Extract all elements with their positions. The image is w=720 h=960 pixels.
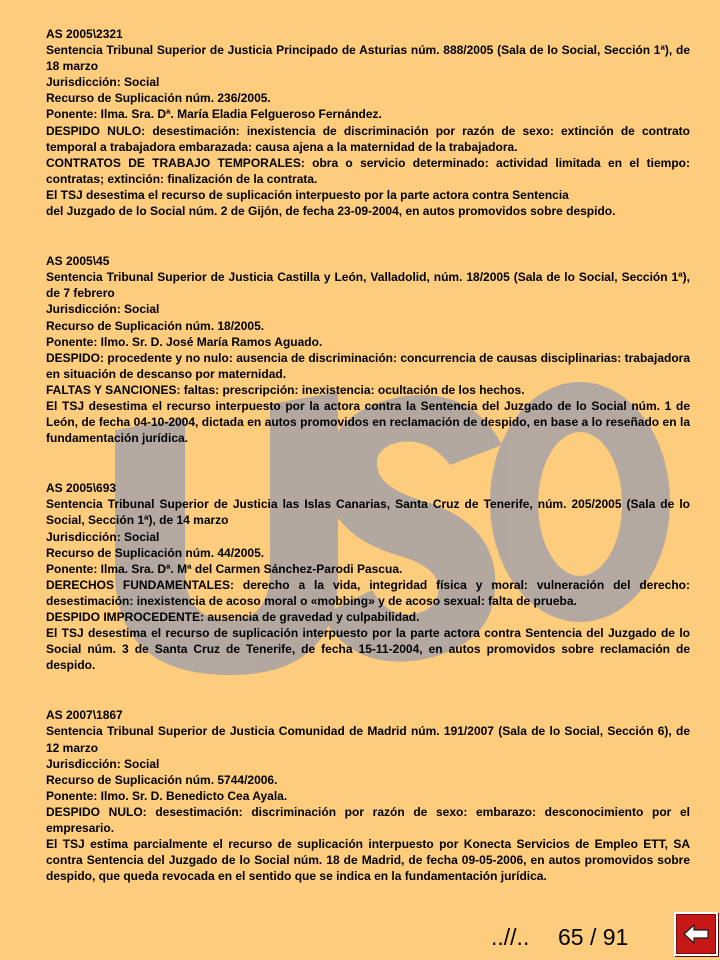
jurisprudence-entry <box>46 707 690 884</box>
entry-appeal: Recurso de Suplicación núm. 18/2005. <box>46 318 265 333</box>
entry-reference: AS 2007\1867 <box>46 708 123 723</box>
entry-paragraph: DERECHOS FUNDAMENTALES: derecho a la vida, integridad física y moral: vulneración del derecho: desestimación: inexistencia de acoso moral o «mobbing» y de acoso sexual: falta de prueba. <box>46 577 690 608</box>
entry-paragraph: DESPIDO NULO: desestimación: inexistencia de discriminación por razón de sexo: extinción de contrato temporal a trabajadora embarazada: causa ajena a la maternidad de la trabajadora. <box>46 123 690 154</box>
entry-paragraph: DESPIDO: procedente y no nulo: ausencia de discriminación: concurrencia de causas disciplinarias: trabajadora en situación de descanso por maternidad. <box>46 350 690 381</box>
entry-paragraph: DESPIDO IMPROCEDENTE: ausencia de gravedad y culpabilidad. <box>46 610 420 624</box>
entry-speaker: Ponente: Ilmo. Sr. D. José María Ramos Aguado. <box>46 334 323 349</box>
entry-appeal: Recurso de Suplicación núm. 44/2005. <box>46 545 265 560</box>
back-button[interactable] <box>674 912 718 956</box>
entry-ruling-line: del Juzgado de lo Social núm. 2 de Gijón, de fecha 23-09-2004, en autos promovidos sobre despido. <box>46 204 616 219</box>
jurisprudence-entry <box>46 26 690 219</box>
entry-ruling-line: El TSJ desestima el recurso de suplicación interpuesto por la parte actora contra Sentencia <box>46 187 569 202</box>
entry-speaker: Ponente: Ilmo. Sr. D. Benedicto Cea Ayala. <box>46 788 288 803</box>
jurisprudence-entry <box>46 480 690 673</box>
back-arrow-icon <box>683 923 709 945</box>
nav-link[interactable]: ..//.. <box>491 924 530 950</box>
entry-paragraph: DESPIDO NULO: desestimación: discriminación por razón de sexo: embarazo: desconocimiento por el empresario. <box>46 804 690 836</box>
entry-speaker: Ponente: Ilma. Sra. Dª. María Eladia Felgueroso Fernández. <box>46 107 382 122</box>
entry-appeal: Recurso de Suplicación núm. 236/2005. <box>46 91 271 106</box>
entry-reference: AS 2005\2321 <box>46 27 123 41</box>
entry-paragraph: El TSJ desestima el recurso interpuesto por la actora contra la Sentencia del Juzgado de lo Social núm. 1 de León, de fecha 04-10-2004, dictada en autos promovidos en reclamación de despido, en base a lo reseñado en la fundamentación jurídica. <box>46 398 690 446</box>
entry-jurisdiction: Jurisdicción: Social <box>46 302 160 317</box>
entry-reference: AS 2005\693 <box>46 481 117 496</box>
page-number: 65 / 91 <box>558 924 629 950</box>
entry-paragraph: El TSJ desestima el recurso de suplicación interpuesto por la parte actora contra Sentencia del Juzgado de lo Social núm. 3 de Santa Cruz de Tenerife, de fecha 15-11-2004, en autos promovidos sobre reclamación de despido. <box>46 626 690 673</box>
entry-reference: AS 2005\45 <box>46 254 110 269</box>
entry-speaker: Ponente: Ilma. Sra. Dª. Mª del Carmen Sánchez-Parodi Pascua. <box>46 561 403 576</box>
jurisprudence-entry <box>46 253 690 446</box>
entry-paragraph: CONTRATOS DE TRABAJO TEMPORALES: obra o servicio determinado: actividad limitada en el tiempo: contratas; extinción: finalización de la contrata. <box>46 155 690 186</box>
entry-jurisdiction: Jurisdicción: Social <box>46 529 160 544</box>
entry-jurisdiction: Jurisdicción: Social <box>46 75 160 90</box>
entry-jurisdiction: Jurisdicción: Social <box>46 756 160 771</box>
entry-appeal: Recurso de Suplicación núm. 5744/2006. <box>46 772 278 787</box>
entry-court: Sentencia Tribunal Superior de Justicia Comunidad de Madrid núm. 191/2007 (Sala de lo Social, Sección 6), de 12 marzo <box>46 724 690 755</box>
entry-paragraph: FALTAS Y SANCIONES: faltas: prescripción: inexistencia: ocultación de los hechos. <box>46 382 525 397</box>
entry-paragraph: El TSJ estima parcialmente el recurso de suplicación interpuesto por Konecta Servicios de Empleo ETT, SA contra Sentencia del Juzgado de lo Social núm. 18 de Madrid, de fecha 09-05-2006, en autos promovidos sobre despido, que queda revocada en el sentido que se indica en la fundamentación jurídica. <box>46 837 690 884</box>
entry-court: Sentencia Tribunal Superior de Justicia las Islas Canarias, Santa Cruz de Tenerife, núm. 205/2005 (Sala de lo Social, Sección 1ª), de 14 marzo <box>46 497 690 528</box>
entry-court: Sentencia Tribunal Superior de Justicia Castilla y León, Valladolid, núm. 18/2005 (Sala de lo Social, Sección 1ª), de 7 febrero <box>46 270 690 301</box>
entry-court: Sentencia Tribunal Superior de Justicia Principado de Asturias núm. 888/2005 (Sala de lo Social, Sección 1ª), de 18 marzo <box>46 43 690 74</box>
